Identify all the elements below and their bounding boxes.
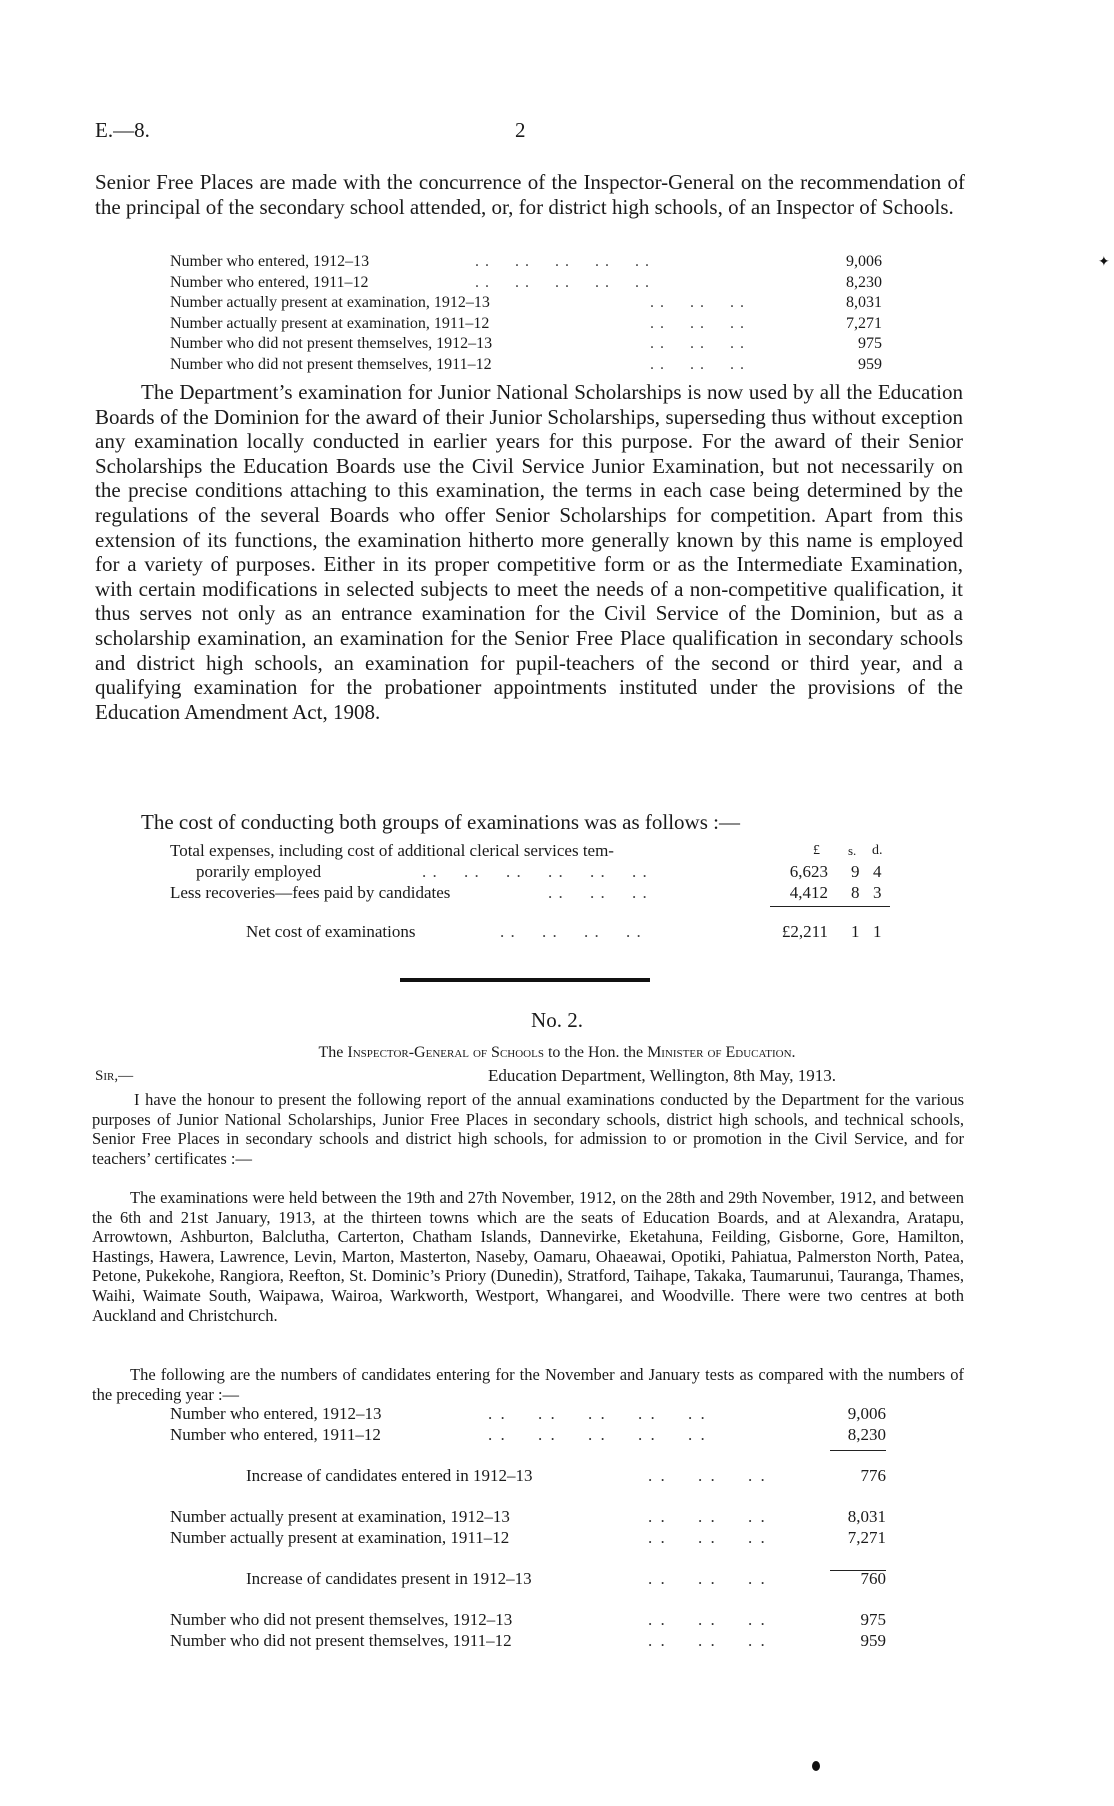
net-cost-label: Net cost of examinations — [246, 922, 416, 941]
less-shillings: 8 — [851, 883, 860, 902]
cost-total-label-line2: porarily employed — [196, 862, 322, 881]
ink-blot-mark — [812, 1761, 820, 1771]
total-pence: 4 — [873, 862, 882, 881]
leader-dots: . . . . . . — [648, 1466, 767, 1485]
page-header — [95, 118, 990, 144]
address-from: Inspector-General of Schools — [347, 1044, 544, 1061]
row-value: 8,230 — [847, 1425, 886, 1444]
row-label: Number actually present at examination, 1912–13 — [170, 1507, 510, 1526]
column-pounds: £ — [813, 843, 820, 858]
row-label: Number who entered, 1912–13 — [170, 1404, 382, 1423]
row-value: 9,006 — [847, 1404, 886, 1423]
row-label: Number who did not present themselves, 1911–12 — [170, 355, 492, 373]
leader-dots: . . . . . . — [648, 1610, 767, 1629]
report-reference: E.—8. — [95, 118, 150, 142]
cost-row-total-2 — [170, 861, 890, 882]
page-number: 2 — [515, 118, 526, 142]
leader-dots: . . . . . . — [648, 1528, 767, 1547]
row-label: Number who did not present themselves, 1911–12 — [170, 1631, 512, 1650]
less-recoveries-label: Less recoveries—fees paid by candidates — [170, 883, 451, 902]
leader-dots: . . . . . . — [648, 1507, 767, 1526]
row-value: 8,031 — [847, 1507, 886, 1526]
leader-dots: . . . . . . . . . . — [475, 273, 650, 291]
row-label: Number who did not present themselves, 1912–13 — [170, 1610, 513, 1629]
row-value: 760 — [860, 1569, 886, 1588]
row-value: 959 — [860, 1631, 886, 1650]
leader-dots: . . . . . . . . . . . . — [422, 862, 648, 881]
table-row — [170, 1527, 886, 1548]
table-row-increase-present — [170, 1568, 886, 1589]
table-row — [170, 314, 890, 335]
salutation: Sir,— — [95, 1068, 134, 1084]
statistics-table-1 — [170, 252, 890, 376]
table-row — [170, 1424, 886, 1445]
table-row — [170, 273, 890, 294]
table-row — [170, 1609, 886, 1630]
address-to: Minister of Education. — [647, 1044, 796, 1061]
leader-dots: . . . . . . — [650, 314, 745, 332]
address-prefix: The — [318, 1044, 344, 1061]
scan-speck-mark: ✦ — [1098, 255, 1110, 270]
leader-dots: . . . . . . . . . . — [475, 253, 650, 270]
table-row — [170, 1403, 886, 1424]
row-value: 975 — [858, 335, 882, 353]
table-row — [170, 334, 890, 355]
table-row — [170, 1506, 886, 1527]
paragraph-senior-free-places: Senior Free Places are made with the concurrence of the Inspector-General on the recommendation of the principal of the secondary school attended, or, for district high schools, of an Inspector of Schools. — [95, 170, 965, 219]
row-label: Increase of candidates entered in 1912–13 — [246, 1466, 533, 1485]
cost-row-less — [170, 882, 890, 903]
leader-dots: . . . . . . — [648, 1569, 767, 1588]
address-mid: to the Hon. the — [547, 1044, 644, 1061]
statistics-table-2 — [170, 1403, 886, 1651]
less-pence: 3 — [873, 883, 882, 902]
row-label: Number who entered, 1911–12 — [170, 273, 369, 291]
row-label: Number who did not present themselves, 1912–13 — [170, 335, 493, 353]
row-value: 8,031 — [846, 294, 882, 312]
paragraph-following: The following are the numbers of candidates entering for the November and January tests as compared with the numbers of the preceding year :— — [92, 1365, 964, 1404]
total-shillings: 9 — [851, 862, 860, 881]
net-pence: 1 — [873, 922, 882, 941]
row-value: 7,271 — [846, 314, 882, 332]
leader-dots: . . . . . . — [650, 355, 745, 373]
column-shillings: s. — [848, 843, 857, 858]
table-row — [170, 355, 890, 376]
row-value: 975 — [860, 1610, 886, 1629]
table-row — [170, 252, 890, 273]
section-divider — [400, 978, 650, 982]
leader-dots: . . . . . . — [648, 1631, 767, 1650]
row-value: 8,230 — [846, 273, 882, 291]
total-pounds: 6,623 — [789, 862, 828, 881]
table-row — [170, 1630, 886, 1651]
table-row — [170, 293, 890, 314]
row-label: Number actually present at examination, 1911–12 — [170, 314, 490, 332]
less-pounds: 4,412 — [789, 883, 828, 902]
row-label: Number who entered, 1911–12 — [170, 1425, 381, 1444]
net-pounds: £2,211 — [781, 922, 828, 941]
row-label: Number who entered, 1912–13 — [170, 253, 370, 270]
column-pence: d. — [872, 843, 883, 858]
date-line: Education Department, Wellington, 8th May, 1913. — [488, 1066, 837, 1085]
leader-dots: . . . . . . . . — [500, 922, 642, 941]
cost-row-net — [170, 921, 890, 942]
table-row-increase-entered — [170, 1465, 886, 1486]
row-value: 7,271 — [847, 1528, 886, 1547]
section-number: No. 2. — [531, 1008, 583, 1032]
leader-dots: . . . . . . . . . . — [488, 1425, 707, 1444]
sum-rule — [830, 1450, 886, 1451]
cost-row-total-1 — [170, 840, 890, 861]
cost-table — [170, 840, 890, 942]
row-label: Number actually present at examination, 1911–12 — [170, 1528, 510, 1547]
row-label: Increase of candidates present in 1912–13 — [246, 1569, 532, 1588]
leader-dots: . . . . . . — [548, 883, 648, 902]
row-value: 959 — [858, 355, 882, 373]
paragraph-examinations-held: The examinations were held between the 19th and 27th November, 1912, on the 28th and 29th November, 1912, and between the 6th and 21st January, 1913, at the thirteen towns which are the seats of Education Boards, and at Alexandra, Aratapu, Arrowtown, Ashburton, Balclutha, Carterton, Chatham Islands, Dannevirke, Eketahuna, Feilding, Gisborne, Gore, Hamilton, Hastings, Hawera, Lawrence, Levin, Marton, Masterton, Naseby, Oamaru, Ohaeawai, Opotiki, Pahiatua, Palmerston North, Patea, Petone, Pukekohe, Rangiora, Reefton, St. Dominic’s Priory (Dunedin), Stratford, Taihape, Takaka, Taumarunui, Tauranga, Thames, Waihi, Waimate South, Waipawa, Wairoa, Warkworth, Westport, Whangarei, and Woodville. There were two centres at both Auckland and Christchurch. — [92, 1188, 964, 1325]
leader-dots: . . . . . . — [650, 335, 745, 353]
row-value: 9,006 — [846, 253, 882, 270]
leader-dots: . . . . . . — [650, 294, 745, 312]
address-line — [0, 1044, 1114, 1062]
cost-total-label-line1: Total expenses, including cost of additional clerical services tem- — [170, 841, 614, 860]
row-value: 776 — [860, 1466, 886, 1485]
paragraph-department-examination: The Department’s examination for Junior National Scholarships is now used by all the Education Boards of the Dominion for the award of their Junior Scholarships, superseding thus without exception any examination locally conducted in earlier years for this purpose. For the award of their Senior Scholarships the Education Boards use the Civil Service Junior Examination, but not necessarily on the precise conditions attaching to this examination, the terms in each case being determined by the regulations of the several Boards who offer Senior Scholarships for competition. Apart from this extension of its functions, the examination hitherto more generally known by this name is employed for a variety of purposes. Either in its proper competitive form or as the Intermediate Examination, with certain modifications in selected subjects to meet the needs of a non-competitive qualification, it thus serves not only as an entrance examination for the Civil Service of the Dominion, but as a scholarship examination, an examination for the Senior Free Place qualification in secondary schools and district high schools, an examination for pupil-teachers of the second or third year, and a qualifying examination for the probationer appointments instituted under the provisions of the Education Amendment Act, 1908. — [95, 380, 963, 724]
net-shillings: 1 — [851, 922, 860, 941]
paragraph-report-intro: I have the honour to present the following report of the annual examinations conducted by the Department for the various purposes of Junior National Scholarships, Junior Free Places in secondary schools, district high schools, and technical schools, Senior Free Places in secondary schools and district high schools, for admission to or promotion in the Civil Service, and for teachers’ certificates :— — [92, 1090, 964, 1168]
sum-rule — [770, 906, 890, 907]
paragraph-cost-intro: The cost of conducting both groups of examinations was as follows :— — [141, 810, 740, 834]
row-label: Number actually present at examination, 1912–13 — [170, 294, 490, 312]
leader-dots: . . . . . . . . . . — [488, 1404, 707, 1423]
